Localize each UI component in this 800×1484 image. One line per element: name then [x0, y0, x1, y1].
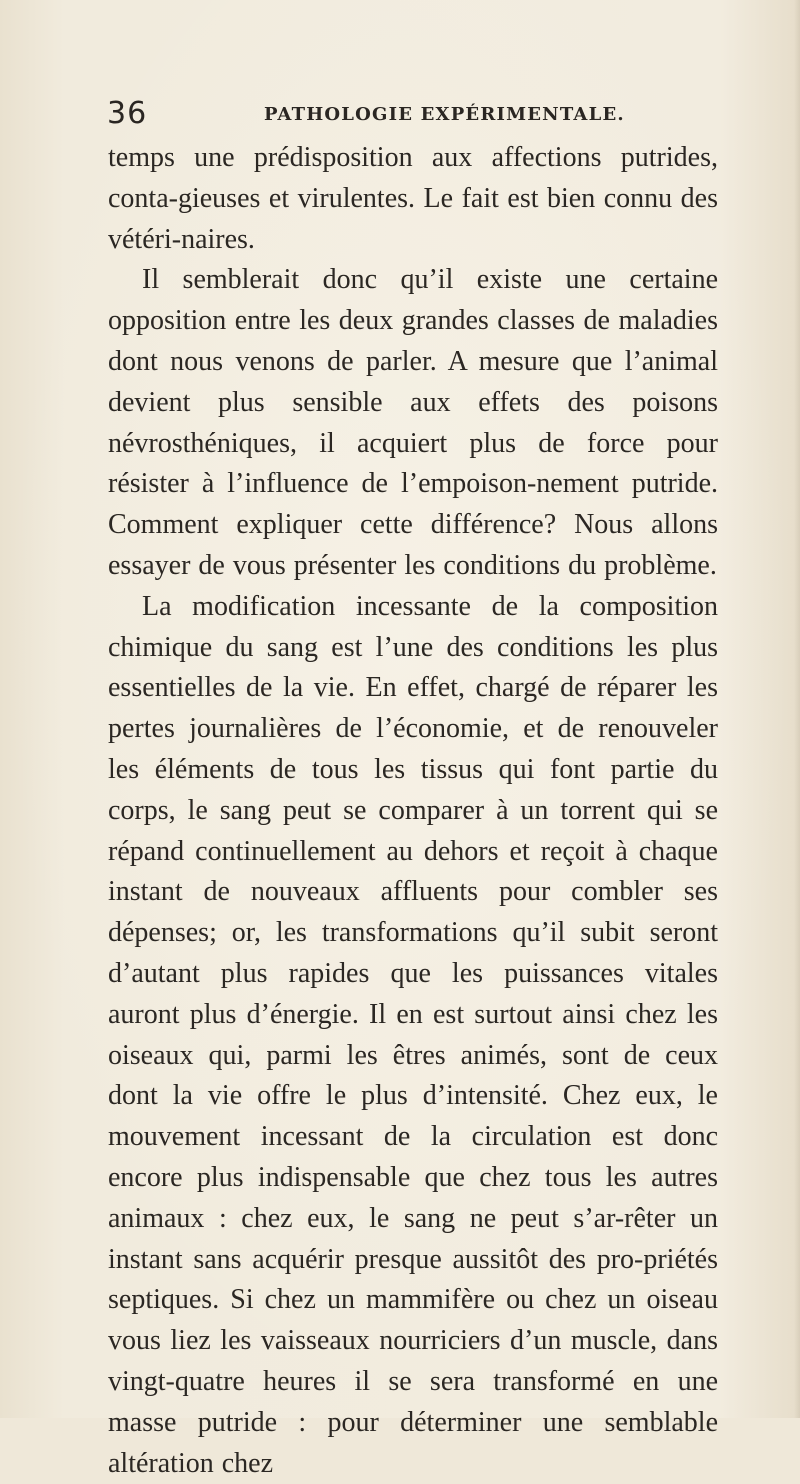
paragraph-2: Il semblerait donc qu’il existe une certaine opposition entre les deux grandes classes de maladies dont nous venons de parler. A mesure que l’animal devient plus sensible aux effets des poisons névrosthéniques, il acquiert plus de force pour résister à l’influence de l’empoison-nement putride. Comment expliquer cette différence? Nous allons essayer de vous présenter les conditions du problème.	[108, 264, 718, 581]
body-text	[108, 138, 718, 1484]
page-number: 36	[107, 96, 148, 131]
paragraph-3: La modification incessante de la composition chimique du sang est l’une des conditions les plus essentielles de la vie. En effet, chargé de réparer les pertes journalières de l’économie, et de renouveler les éléments de tous les tissus qui font partie du corps, le sang peut se comparer à un torrent qui se répand continuellement au dehors et reçoit à chaque instant de nouveaux affluents pour combler ses dépenses; or, les transformations qu’il subit seront d’autant plus rapides que les puissances vitales auront plus d’énergie. Il en est surtout ainsi chez les oiseaux qui, parmi les êtres animés, sont de ceux dont la vie offre le plus d’intensité. Chez eux, le mouvement incessant de la circulation est donc encore plus indispensable que chez tous les autres animaux : chez eux, le sang ne peut s’ar-rêter un instant sans acquérir presque aussitôt des pro-priétés septiques. Si chez un mammifère ou chez un oiseau vous liez les vaisseaux nourriciers d’un muscle, dans vingt-quatre heures il se sera transformé en une masse putride : pour déterminer une semblable altération chez	[108, 590, 718, 1479]
running-title: PATHOLOGIE EXPÉRIMENTALE.	[264, 104, 625, 125]
page-header	[107, 94, 707, 134]
paragraph-1: temps une prédisposition aux affections putrides, conta-gieuses et virulentes. Le fait est bien connu des vétéri-naires.	[108, 142, 718, 255]
scan-edge-shadow	[794, 0, 800, 1418]
